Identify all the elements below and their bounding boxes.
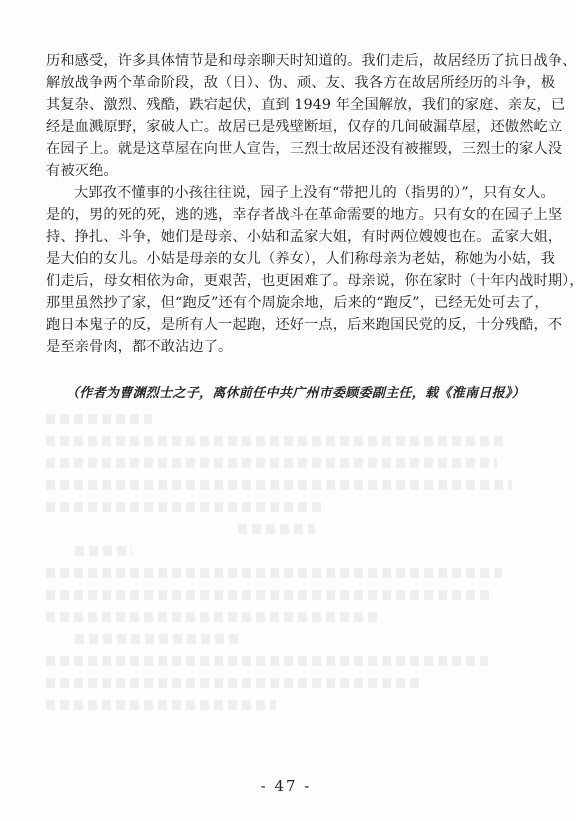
text-line: 在园子上。就是这草屋在向世人宣告，三烈士故居还没有被摧毁，三烈士的家人没 xyxy=(46,141,563,157)
text-line: 有被灭绝。 xyxy=(46,163,118,179)
text-line: 是大伯的女儿。小姑是母亲的女儿（养女），人们称母亲为老姑，称她为小姑，我 xyxy=(46,251,556,267)
text-line: 大郢孜不懂事的小孩往往说，园子上没有“带把儿的（指男的）”，只有女人。 xyxy=(74,185,555,201)
text-line: 解放战争两个革命阶段，敌（日）、伪、顽、友、我各方在故居所经历的斗争，极 xyxy=(46,75,556,91)
text-line: 是的，男的死的死，逃的逃，幸存者战斗在革命需要的地方。只有女的在园子上坚 xyxy=(46,207,563,223)
author-note: （作者为曹渊烈士之子，离休前任中共广州市委顾委副主任，载《淮南日报》） xyxy=(66,386,526,401)
text-line: 持、挣扎、斗争，她们是母亲、小姑和孟家大姐，有时两位嫂嫂也在。孟家大姐， xyxy=(46,229,563,245)
text-line: 跑日本鬼子的反，是所有人一起跑，还好一点，后来跑国民党的反，十分残酷，不 xyxy=(46,317,563,333)
text-line: 是至亲骨肉，都不敢沾边了。 xyxy=(46,339,233,355)
show-through-texture xyxy=(46,414,526,754)
page-number: - 47 - xyxy=(260,777,312,795)
text-line: 其复杂、激烈、残酷，跌宕起伏，直到 1949 年全国解放，我们的家庭、亲友，已 xyxy=(46,97,566,113)
article-body xyxy=(46,50,584,358)
text-line: 历和感受，许多具体情节是和母亲聊天时知道的。我们走后，故居经历了抗日战争、 xyxy=(46,53,577,69)
text-line: 们走后，母女相依为命，更艰苦，也更困难了。母亲说，你在家时（十年内战时期）， xyxy=(46,273,584,289)
text-line: 经是血溅原野，家破人亡。故居已是残壁断垣，仅存的几间破漏草屋，还傲然屹立 xyxy=(46,119,563,135)
text-line: 那里虽然抄了家，但“跑反”还有个周旋余地，后来的“跑反”，已经无处可去了， xyxy=(46,295,549,311)
